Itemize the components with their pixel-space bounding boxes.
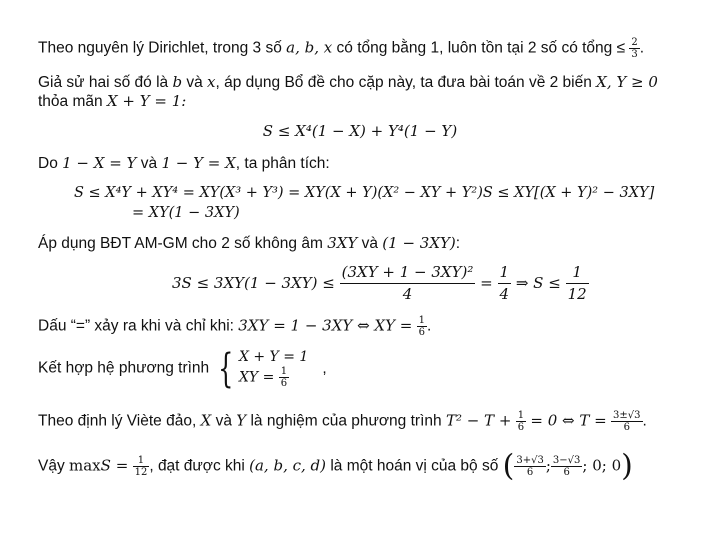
math: T² − T + — [445, 411, 512, 430]
math: b — [172, 73, 183, 91]
denominator: 6 — [418, 327, 426, 338]
math: XY = — [238, 369, 275, 386]
text: Vậy — [38, 457, 70, 475]
line-condition — [38, 91, 186, 112]
text: Kết hợp hệ phương trình — [38, 359, 214, 377]
denominator: 12 — [567, 284, 587, 303]
numerator: 1 — [133, 455, 150, 467]
math: 1 − X = Y — [62, 154, 137, 172]
numerator: 2 — [631, 37, 638, 48]
numerator: 1 — [517, 410, 525, 421]
math: ; 0; 0 — [582, 456, 622, 475]
text: : — [455, 235, 461, 252]
denominator: 6 — [517, 422, 525, 433]
fraction — [279, 366, 289, 389]
denominator: 3 — [631, 49, 638, 60]
denominator: 6 — [563, 467, 570, 478]
math: 1 − Y = X — [161, 154, 236, 172]
math: = 0 ⇔ T = — [530, 411, 607, 430]
system-row-2 — [239, 366, 308, 389]
equation-3 — [172, 260, 589, 304]
fraction — [566, 262, 589, 304]
numerator: (3XY + 1 − 3XY)² — [340, 262, 476, 283]
denominator: 4 — [402, 284, 413, 303]
text: và — [357, 235, 383, 252]
text: Giả sử hai số đó là — [38, 74, 173, 91]
math: max — [69, 456, 101, 475]
fraction — [629, 37, 639, 60]
line-equality: Dấu “=” xảy ra khi và chỉ khi: 3XY = 1 − 3XY ⇔ XY = $\frac{1}{6}$ . — [38, 315, 432, 338]
numerator: 1 — [418, 315, 426, 326]
text: thỏa mãn — [38, 93, 107, 110]
denominator: 4 — [499, 284, 510, 303]
line-amgm — [38, 233, 460, 254]
math: x — [207, 73, 216, 91]
equation-2b: = XY(1 − 3XY) — [132, 205, 240, 221]
math: X + Y = 1: — [106, 92, 187, 110]
math: X, Y ≥ 0 — [596, 73, 658, 91]
text: , đạt được khi — [149, 457, 250, 475]
text: Theo nguyên lý Dirichlet, trong 3 số — [38, 39, 287, 57]
denominator: 6 — [526, 467, 534, 478]
denominator: 6 — [623, 422, 630, 433]
fraction — [340, 262, 476, 304]
system-row-1: X + Y = 1 — [238, 349, 309, 365]
numerator: 1 — [280, 366, 288, 377]
system-rows — [239, 348, 308, 389]
numerator: 1 — [498, 262, 512, 283]
comma: , — [322, 359, 327, 377]
fraction — [611, 410, 642, 433]
math: X — [200, 411, 212, 430]
equation-2a: S ≤ X⁴Y + XY⁴ = XY(X³ + Y³) = XY(X + Y)(X² − XY + Y²)S ≤ XY[(X + Y)² − 3XY] — [74, 185, 655, 201]
fraction — [498, 262, 512, 304]
text: Theo định lý Viète đảo, — [38, 412, 201, 430]
numerator: 3+√3 — [516, 455, 544, 466]
numerator: 1 — [566, 262, 589, 283]
math: = — [480, 274, 493, 292]
fraction — [417, 315, 427, 338]
line-dirichlet: Theo nguyên lý Dirichlet, trong 3 số a, b, x có tổng bằng 1, luôn tồn tại 2 số có tổng ≤ $\frac{2}{3}$ . — [38, 37, 645, 60]
math: 3S ≤ 3XY(1 − 3XY) ≤ — [172, 274, 335, 292]
math: Y — [236, 411, 247, 430]
denominator: 6 — [280, 378, 288, 389]
close-paren: ) — [621, 448, 633, 484]
line-do — [38, 153, 330, 174]
separator: ; — [545, 456, 551, 475]
text: Do — [38, 155, 63, 172]
text: , áp dụng Bổ đề cho cặp này, ta đưa bài toán về 2 biến — [215, 74, 597, 91]
math: 3XY = 1 − 3XY ⇔ XY = — [238, 316, 413, 335]
line-conclusion — [38, 448, 633, 484]
text: có tổng bằng 1, luôn tồn tại 2 số có tổng ≤ — [332, 39, 630, 57]
fraction — [516, 410, 526, 433]
text: và — [211, 412, 237, 430]
equation-system — [213, 345, 327, 392]
text: và — [182, 74, 208, 91]
text: là nghiệm của phương trình — [246, 412, 446, 430]
math: ⇒ S ≤ — [515, 274, 561, 292]
denominator: 12 — [134, 467, 148, 478]
math: S = — [100, 456, 129, 475]
text: là một hoán vị của bộ số — [326, 457, 503, 475]
text: Dấu “=” xảy ra khi và chỉ khi: — [38, 317, 239, 335]
brace-icon: { — [218, 345, 234, 392]
line-system — [38, 345, 327, 392]
line-assume — [38, 72, 658, 93]
text: , ta phân tích: — [235, 155, 330, 172]
math: (a, b, c, d) — [249, 456, 327, 475]
numerator: 3±√3 — [613, 410, 641, 421]
math: 3XY — [327, 234, 358, 252]
text: Áp dụng BĐT AM-GM cho 2 số không âm — [38, 235, 328, 252]
open-paren: ( — [502, 448, 515, 484]
fraction — [133, 455, 150, 478]
math: (1 − 3XY) — [382, 234, 456, 252]
fraction — [551, 455, 582, 478]
math: a, b, x — [286, 38, 333, 57]
line-viete: Theo định lý Viète đảo, X và Y là nghiệm của phương trình T² − T + $\frac{1}{6}$ = 0 ⇔ T = $\frac{3\pm√3}{6}$ . — [38, 410, 647, 433]
equation-1: S ≤ X⁴(1 − X) + Y⁴(1 − Y) — [262, 122, 458, 140]
numerator: 3−√3 — [552, 455, 581, 466]
fraction — [514, 455, 545, 478]
text: và — [136, 155, 162, 172]
